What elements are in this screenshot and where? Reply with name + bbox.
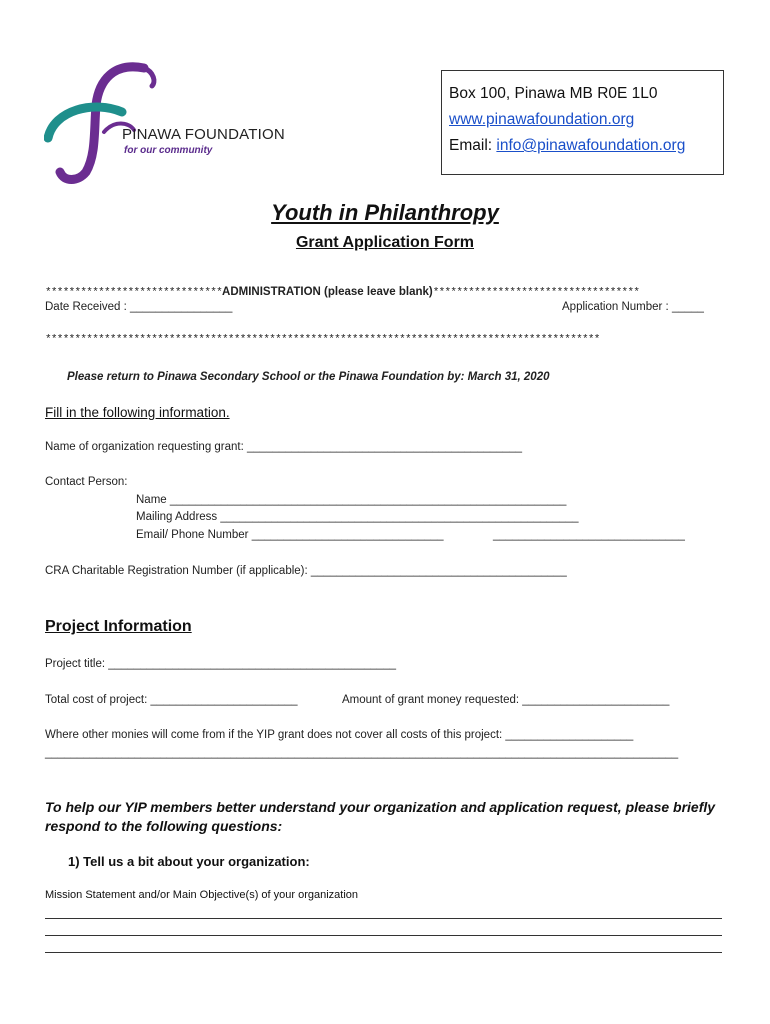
other-monies-line: ___________________________________________________________________________________________________ bbox=[45, 747, 679, 759]
grant-requested-field: Amount of grant money requested: _______________________ bbox=[342, 694, 670, 706]
logo-swirl-icon bbox=[44, 60, 164, 185]
admin-stars-right: *********************************** bbox=[432, 287, 640, 299]
date-received-field: Date Received : ________________ bbox=[45, 301, 233, 313]
admin-label: ADMINISTRATION (please leave blank) bbox=[222, 286, 433, 298]
total-cost-field: Total cost of project: _______________________ bbox=[45, 694, 298, 706]
project-title-field: Project title: _____________________________________________ bbox=[45, 658, 397, 670]
email-phone-extra-line: ______________________________ bbox=[493, 529, 685, 541]
other-monies-field: Where other monies will come from if the YIP grant does not cover all costs of this project: ____________________ bbox=[45, 729, 634, 741]
logo-name: PINAWA FOUNDATION bbox=[122, 126, 285, 143]
question-1: 1) Tell us a bit about your organization: bbox=[68, 854, 310, 869]
mission-answer-line-2 bbox=[45, 935, 722, 936]
form-subtitle: Grant Application Form bbox=[295, 234, 475, 251]
questions-intro: To help our YIP members better understand your organization and application request, please briefly respond to the following questions: bbox=[45, 799, 716, 834]
email-phone-field: Email/ Phone Number ______________________________ bbox=[136, 529, 444, 541]
return-note: Please return to Pinawa Secondary School or the Pinawa Foundation by: March 31, 2020 bbox=[67, 371, 550, 383]
admin-divider: ********************************************************************************************** bbox=[45, 334, 600, 346]
pinawa-foundation-logo bbox=[44, 60, 294, 185]
project-info-heading: Project Information bbox=[45, 618, 192, 635]
mission-answer-line-3 bbox=[45, 952, 722, 953]
mailing-address: Box 100, Pinawa MB R0E 1L0 bbox=[449, 85, 658, 102]
email-label: Email: bbox=[449, 137, 497, 154]
application-number-field: Application Number : _____ bbox=[562, 301, 704, 313]
page-title: Youth in Philanthropy bbox=[271, 200, 499, 225]
fill-heading: Fill in the following information. bbox=[45, 405, 230, 420]
admin-header bbox=[45, 282, 639, 300]
logo-tagline: for our community bbox=[124, 145, 213, 156]
website-link[interactable]: www.pinawafoundation.org bbox=[449, 111, 635, 128]
contact-name-field: Name ______________________________________________________________ bbox=[136, 494, 567, 506]
mission-label: Mission Statement and/or Main Objective(s) of your organization bbox=[45, 889, 359, 901]
mission-answer-line-1 bbox=[45, 918, 722, 919]
cra-field: CRA Charitable Registration Number (if applicable): ________________________________________ bbox=[45, 565, 567, 577]
admin-stars-left: ****************************** bbox=[45, 287, 223, 299]
org-name-field: Name of organization requesting grant: ___________________________________________ bbox=[45, 441, 523, 453]
email-link[interactable]: info@pinawafoundation.org bbox=[496, 137, 686, 154]
mailing-address-field: Mailing Address ________________________________________________________ bbox=[136, 511, 579, 523]
contact-person-label: Contact Person: bbox=[45, 476, 128, 488]
contact-info-box bbox=[441, 70, 724, 175]
